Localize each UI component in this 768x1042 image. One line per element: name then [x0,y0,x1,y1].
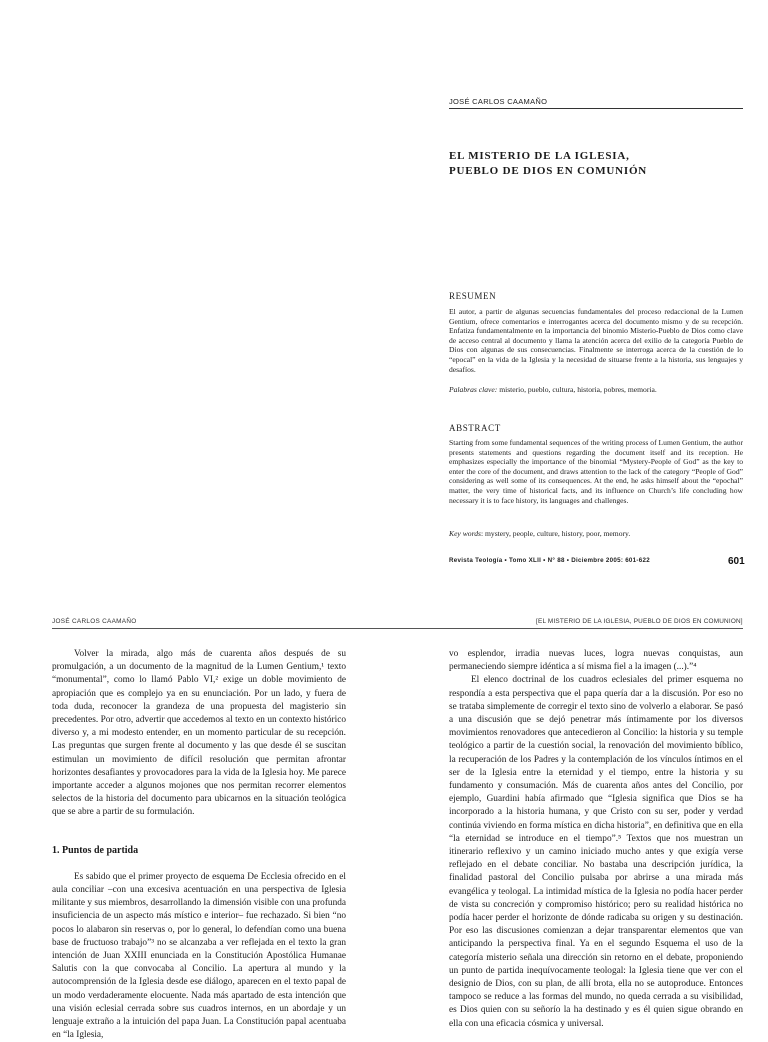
abstract-text: Starting from some fundamental sequences of the writing process of Lumen Gentium, the author presents statements and questions regarding the document itself and its reception. He emphasizes especially the importance of the binomial “Mystery-People of God” as the key to enter the core of the document, and draws attention to the lack of the category “People of God” considering as well some of its consequences. At the end, he asks himself about the “epochal” matter, the very time of historical facts, and its influence on Church’s life concluding how necessary it is to face history, its languages and challenges. [449,438,743,505]
palabras-clave [449,385,743,395]
section-heading: 1. Puntos de partida [52,844,139,856]
running-head-left: JOSÉ CARLOS CAAMAÑO [52,618,137,625]
left-column [52,648,346,1042]
paragraph: vo esplendor, irradia nuevas luces, logra nuevas conquistas, aun permaneciendo siempre idéntica a sí misma fiel a la imagen (...).”⁴ [449,649,743,673]
article-second-page [0,600,768,1041]
palabras-clave-text: misterio, pueblo, cultura, historia, pobres, memoria. [497,385,657,394]
header-rule [449,108,743,109]
running-head-rule [52,628,743,629]
abstract-label: ABSTRACT [449,423,501,433]
page-gap [0,590,768,600]
right-column [449,648,743,1031]
page-number: 601 [728,556,745,567]
author-name: JOSÉ CARLOS CAAMAÑO [449,97,548,106]
title-line-2: PUEBLO DE DIOS EN COMUNIÓN [449,165,648,177]
resumen-label: RESUMEN [449,291,497,301]
key-words [449,529,743,539]
paragraph: Volver la mirada, algo más de cuarenta años después de su promulgación, a un documento de la magnitud de la Lumen Gentium,¹ texto “monumental”, como lo llamó Pablo VI,² exige un doble movimiento de apropiación que es complejo ya en su enunciación. Por un lado, y fuera de toda duda, reconocer la grandeza de una propuesta del magisterio sin precedentes. Por otro, advertir que accedemos al texto en un contexto histórico diverso y, a mi modesto entender, en un momento particular de su recepción. Las preguntas que surgen frente al documento y las que desde él se suscitan estimulan un movimiento de difícil resolución que permitan afrontar horizontes desafiantes y provocadores para la vida de la Iglesia hoy. Me parece importante acceder a algunos mojones que nos permitan recorrer elementos selectos de la historia del documento para ubicarnos en la situación teológica que se abre a partir de su formulación. [52,649,346,818]
title-line-1: EL MISTERIO DE LA IGLESIA, [449,150,630,162]
running-head-right: [EL MISTERIO DE LA IGLESIA, PUEBLO DE DIOS EN COMUNION] [536,618,743,625]
journal-footer: Revista Teología • Tomo XLII • N° 88 • Diciembre 2005: 601-622 [449,557,651,564]
paragraph: Es sabido que el primer proyecto de esquema De Ecclesia ofrecido en el aula conciliar –con una excesiva acentuación en una perspectiva de Iglesia militante y sus miembros, desarrollando la dimensión visible con una profunda insuficiencia de un aspecto más místico e interior– fue rechazado. Si bien “no pocos lo alabaron sin reservas o, por lo general, lo defendían como una buena base de fructuoso trabajo”³ no se alcanzaba a ver reflejada en el texto la gran intención de Juan XXIII enunciada en la Constitución Apostólica Humanae Salutis con la que convocaba al Concilio. La apertura al mundo y la autocomprensión de la Iglesia desde ese diálogo, aparecen en el texto papal de un modo verdaderamente elocuente. Nada más apartado de esta intención que una visión eclesial cerrada sobre sus cuadros internos, en un abordaje y un lenguaje extraño a la intuición del papa Juan. La Constitución papal acentuaba en “la Iglesia, [52,871,346,1041]
article-title [449,149,647,179]
resumen-text: El autor, a partir de algunas secuencias fundamentales del proceso redaccional de la Lumen Gentium, ofrece comentarios e interrogantes acerca del documento mismo y de su recepción. Enfatiza fundamentalmente en la importancia del binomio Misterio-Pueblo de Dios como clave de acceso central al documento y llama la atención acerca del exilio de la categoría Pueblo de Dios con algunas de sus consecuencias. Finalmente se interroga acerca de la cuestión de lo “epocal” en la vida de la Iglesia y la necesidad de situarse frente a la historia, sus lenguajes y desafíos. [449,307,743,374]
paragraph: El elenco doctrinal de los cuadros eclesiales del primer esquema no respondía a esta perspectiva que el papa quería dar a la discusión. Por eso no se trataba simplemente de corregir el texto sino de volverlo a elaborar. Se pasó a una discusión que se dejó penetrar más íntimamente por los diversos movimientos renovadores que antecedieron al Concilio: la historia y su temple teológico a partir de la cuestión social, la renovación del movimiento bíblico, la recuperación de los Padres y la contemplación de los vínculos íntimos en el ser de la Iglesia entre la eternidad y el tiempo, entre la historia y su fundamento y consumación. Más de cuarenta años antes del Concilio, por ejemplo, Guardini había afirmado que “Iglesia significa que Dios se ha incorporado a la historia humana, y que Cristo con su ser, poder y verdad continúa viviendo en forma mística en dicha historia”, en definitiva que en ella “la eternidad se introduce en el tiempo”.⁵ Textos que nos muestran un itinerario reflexivo y un camino iniciado mucho antes y que exigía verse reflejado en el debate conciliar. No bastaba una descripción jurídica, la finalidad pastoral del Concilio pulsaba por abrirse a una mirada más evangélica y teologal. La intimidad mística de la Iglesia no podía hacer perder de vista su concreción y compromiso histórico; pero su realidad histórica no podía hacer perder el horizonte de dónde radicaba su origen y su destinación. Por eso las discusiones comienzan a dejar transparentar elementos que van anticipando la perspectiva final. Ya en el segundo Esquema el uso de la categoría misterio señala una dirección sin retorno en el debate, proponiendo un punto de partida inequívocamente teologal: la Iglesia tiene que ver con el designio de Dios, con su plan, de allí brota, ella no se autoproduce. Entonces tampoco se reduce a las formas del mundo, no queda cerrada a su visibilidad, es Dios quien con su señorío la ha destinado y es él quien sigue obrando en ella con una eficacia cósmica y universal. [449,675,743,1029]
key-words-text: : mystery, people, culture, history, poor, memory. [481,529,631,538]
palabras-clave-label: Palabras clave: [449,385,498,394]
key-words-label: Key words [449,529,481,538]
